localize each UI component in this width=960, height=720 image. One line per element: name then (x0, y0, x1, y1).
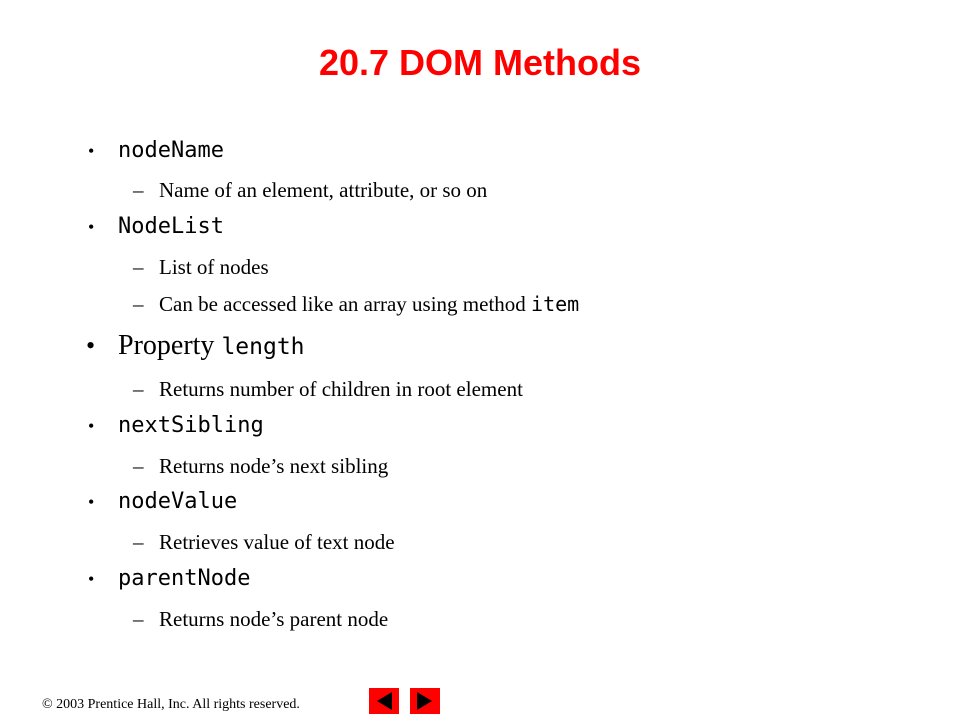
copyright-icon: © (42, 697, 53, 712)
dash-icon: – (133, 178, 144, 202)
sub-bullet-text: Can be accessed like an array using method (159, 292, 532, 316)
bullet-term-prefix: Property (118, 330, 222, 361)
right-arrow-icon (410, 688, 440, 714)
bullet-icon: • (88, 141, 95, 161)
bullet-term: nodeValue (118, 489, 238, 514)
sub-bullet-text: Name of an element, attribute, or so on (159, 178, 488, 202)
bullet-term: nextSibling (118, 413, 264, 438)
bullet-icon: • (88, 416, 95, 436)
sub-bullet (133, 292, 579, 317)
sub-bullet-text: Returns node’s next sibling (159, 454, 389, 478)
slide-title: 20.7 DOM Methods (318, 42, 642, 83)
left-arrow-icon (369, 688, 399, 714)
bullet-icon: • (88, 492, 95, 512)
dash-icon: – (133, 530, 144, 554)
bullet-term: parentNode (118, 566, 251, 591)
sub-bullet (133, 377, 523, 402)
sub-bullet (133, 454, 388, 479)
bullet-term-code: length (221, 334, 305, 360)
next-slide-button[interactable] (410, 688, 440, 714)
sub-bullet-text: Returns node’s parent node (159, 607, 389, 631)
dash-icon: – (133, 377, 144, 401)
bullet-icon: • (88, 569, 95, 589)
dash-icon: – (133, 292, 144, 316)
copyright-text: 2003 Prentice Hall, Inc. All rights reserved. (52, 697, 300, 712)
bullet-parentnode (88, 566, 250, 591)
dash-icon: – (133, 454, 144, 478)
dash-icon: – (133, 255, 144, 279)
bullet-icon: • (86, 331, 96, 360)
sub-bullet (133, 178, 487, 203)
previous-slide-button[interactable] (369, 688, 399, 714)
sub-bullet-text: Retrieves value of text node (159, 530, 395, 554)
sub-bullet-text: List of nodes (159, 255, 269, 279)
bullet-nodelist (88, 214, 224, 239)
bullet-term: NodeList (118, 214, 224, 239)
bullet-nextsibling (88, 413, 264, 438)
bullet-icon: • (88, 217, 95, 237)
bullet-nodename (88, 138, 224, 163)
sub-bullet (133, 255, 269, 280)
bullet-property-length (86, 330, 305, 362)
bullet-nodevalue (88, 489, 237, 514)
sub-bullet (133, 530, 395, 555)
sub-bullet-code: item (531, 292, 580, 316)
sub-bullet-text: Returns number of children in root element (159, 377, 523, 401)
bullet-term: nodeName (118, 138, 224, 163)
copyright-footer (42, 697, 300, 713)
dash-icon: – (133, 607, 144, 631)
sub-bullet (133, 607, 388, 632)
